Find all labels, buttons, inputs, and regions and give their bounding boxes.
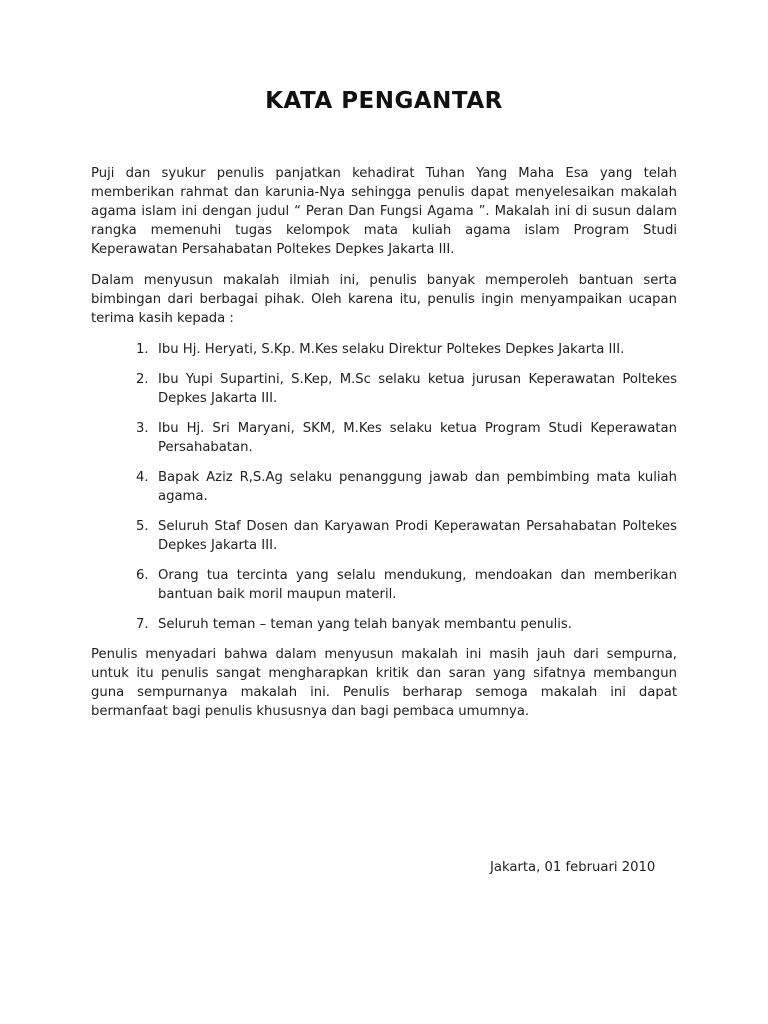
list-item-text: Seluruh Staf Dosen dan Karyawan Prodi Keperawatan Persahabatan Poltekes Depkes Jakarta III. [158,519,677,553]
thanks-list [91,340,677,634]
list-item-number: 5. [136,519,149,534]
list-item [91,419,677,457]
list-item-text: Ibu Yupi Supartini, S.Kep, M.Sc selaku ketua jurusan Keperawatan Poltekes Depkes Jakarta III. [158,372,677,406]
list-item-text: Orang tua tercinta yang selalu mendukung, mendoakan dan memberikan bantuan baik moril maupun materil. [158,568,677,602]
list-item [91,340,677,359]
closing-paragraph: Penulis menyadari bahwa dalam menyusun makalah ini masih jauh dari sempurna, untuk itu penulis sangat mengharapkan kritik dan saran yang sifatnya membangun guna sempurnanya makalah ini. Penulis berharap semoga makalah ini dapat bermanfaat bagi penulis khususnya dan bagi pembaca umumnya. [91,647,677,719]
document-body [91,164,677,733]
list-item [91,517,677,555]
list-item-text: Seluruh teman – teman yang telah banyak membantu penulis. [158,617,572,632]
list-item [91,566,677,604]
list-item-number: 3. [136,421,149,436]
list-item-number: 1. [136,342,149,357]
list-item [91,615,677,634]
list-item-text: Ibu Hj. Sri Maryani, SKM, M.Kes selaku ketua Program Studi Keperawatan Persahabatan. [158,421,677,455]
list-item-number: 6. [136,568,149,583]
acknowledgement-intro-paragraph: Dalam menyusun makalah ilmiah ini, penulis banyak memperoleh bantuan serta bimbingan dari berbagai pihak. Oleh karena itu, penulis ingin menyampaikan ucapan terima kasih kepada : [91,273,677,326]
list-item-number: 7. [136,617,149,632]
list-item-text: Bapak Aziz R,S.Ag selaku penanggung jawab dan pembimbing mata kuliah agama. [158,470,677,504]
page-title: KATA PENGANTAR [265,88,503,114]
list-item-text: Ibu Hj. Heryati, S.Kp. M.Kes selaku Direktur Poltekes Depkes Jakarta III. [158,342,625,357]
list-item-number: 2. [136,372,149,387]
list-item [91,468,677,506]
intro-paragraph: Puji dan syukur penulis panjatkan kehadirat Tuhan Yang Maha Esa yang telah memberikan rahmat dan karunia-Nya sehingga penulis dapat menyelesaikan makalah agama islam ini dengan judul “ Peran Dan Fungsi Agama ”. Makalah ini di susun dalam rangka memenuhi tugas kelompok mata kuliah agama islam Program Studi Keperawatan Persahabatan Poltekes Depkes Jakarta III. [91,166,677,257]
list-item [91,370,677,408]
place-date: Jakarta, 01 februari 2010 [490,860,656,875]
list-item-number: 4. [136,470,149,485]
